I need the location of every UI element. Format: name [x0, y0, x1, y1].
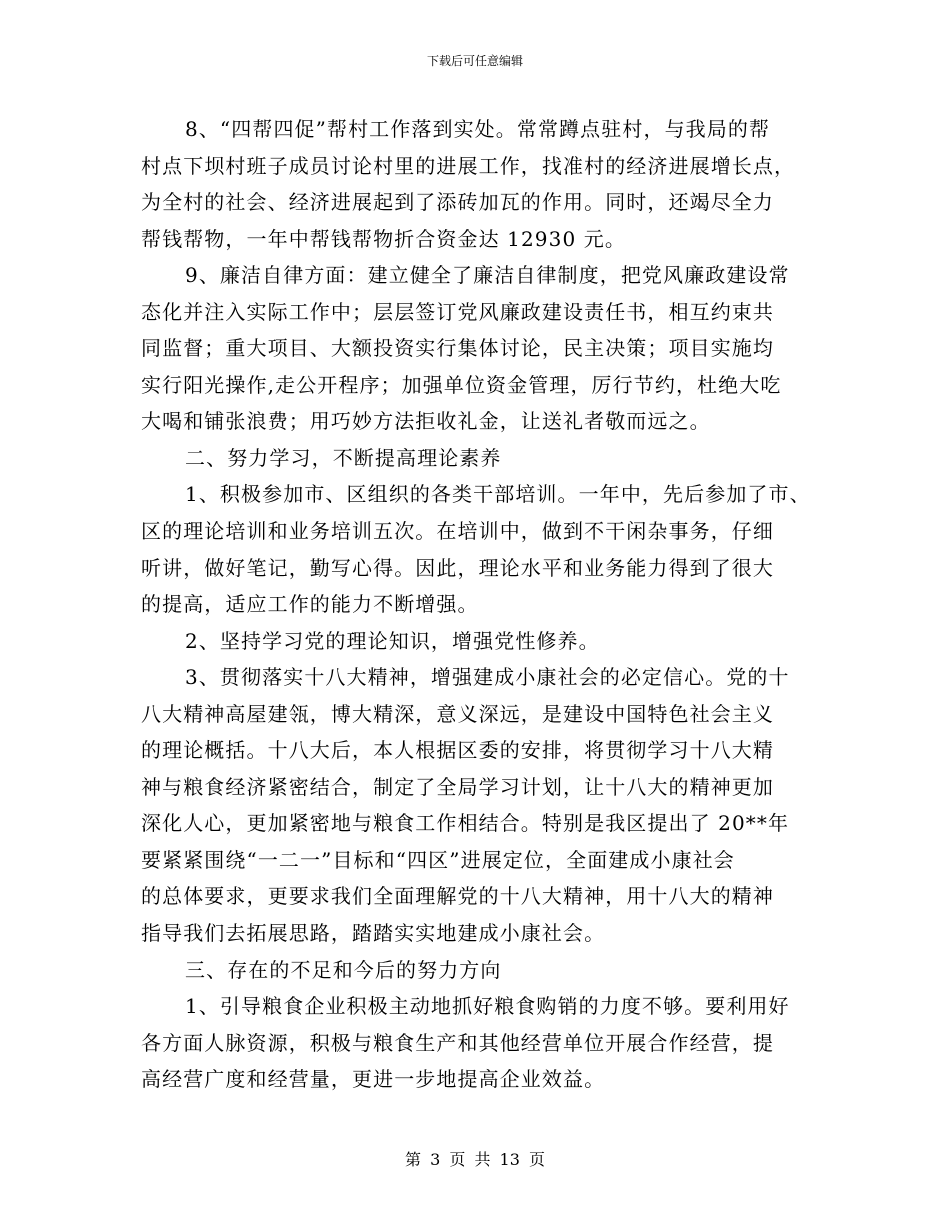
text-line: 态化并注入实际工作中；层层签订党风廉政建设责任书，相互约束共: [141, 299, 774, 324]
text-line: 8、“四帮四促”帮村工作落到实处。常常蹲点驻村，与我局的帮: [185, 117, 771, 141]
text-line: 神与粮食经济紧密结合，制定了全局学习计划，让十八大的精神更加: [141, 774, 774, 799]
text-line: 高经营广度和经营量，更进一步地提高企业效益。: [141, 1067, 606, 1092]
text-line: 大喝和铺张浪费；用巧妙方法拒收礼金，让送礼者敬而远之。: [141, 409, 711, 434]
text-line: 深化人心，更加紧密地与粮食工作相结合。特别是我区提出了 20**年: [141, 811, 790, 836]
text-line: 区的理论培训和业务培训五次。在培训中，做到不干闲杂事务，仔细: [141, 519, 774, 544]
text-line: 9、廉洁自律方面：建立健全了廉洁自律制度，把党风廉政建设常: [185, 263, 790, 288]
text-line: 各方面人脉资源，积极与粮食生产和其他经营单位开展合作经营，提: [141, 1030, 774, 1055]
text-line: 八大精神高屋建瓴，博大精深，意义深远，是建设中国特色社会主义: [141, 701, 774, 726]
text-line: 帮钱帮物，一年中帮钱帮物折合资金达 12930 元。: [141, 226, 626, 251]
text-line: 同监督；重大项目、大额投资实行集体讨论，民主决策；项目实施均: [141, 336, 774, 361]
text-line: 1、引导粮食企业积极主动地抓好粮食购销的力度不够。要利用好: [185, 994, 790, 1019]
page-header: 下载后可任意编辑: [426, 54, 523, 68]
text-line: 指导我们去拓展思路，踏踏实实地建成小康社会。: [141, 921, 606, 946]
text-line: 的提高，适应工作的能力不断增强。: [141, 592, 479, 617]
text-line: 为全村的社会、经济进展起到了添砖加瓦的作用。同时，还竭尽全力: [141, 190, 774, 215]
text-line: 实行阳光操作,走公开程序；加强单位资金管理，厉行节约，杜绝大吃: [141, 372, 782, 397]
page-number: 第 3 页 共 13 页: [405, 1150, 545, 1169]
text-line: 2、坚持学习党的理论知识，增强党性修养。: [185, 628, 600, 653]
text-line: 三、存在的不足和今后的努力方向: [185, 957, 502, 982]
text-line: 村点下坝村班子成员讨论村里的进展工作，找准村的经济进展增长点，: [141, 153, 796, 178]
text-line: 3、贯彻落实十八大精神，增强建成小康社会的必定信心。党的十: [185, 665, 790, 690]
document-body: [141, 111, 809, 1098]
text-line: 的总体要求，更要求我们全面理解党的十八大精神，用十八大的精神: [141, 884, 774, 909]
text-line: 二、努力学习，不断提高理论素养: [185, 445, 502, 470]
text-line: 1、积极参加市、区组织的各类干部培训。一年中，先后参加了市、: [185, 482, 811, 507]
text-line: 的理论概括。十八大后，本人根据区委的安排，将贯彻学习十八大精: [141, 738, 774, 763]
text-line: 听讲，做好笔记，勤写心得。因此，理论水平和业务能力得到了很大: [141, 555, 774, 580]
text-line: 要紧紧围绕“一二一”目标和“四区”进展定位，全面建成小康社会: [141, 847, 735, 872]
